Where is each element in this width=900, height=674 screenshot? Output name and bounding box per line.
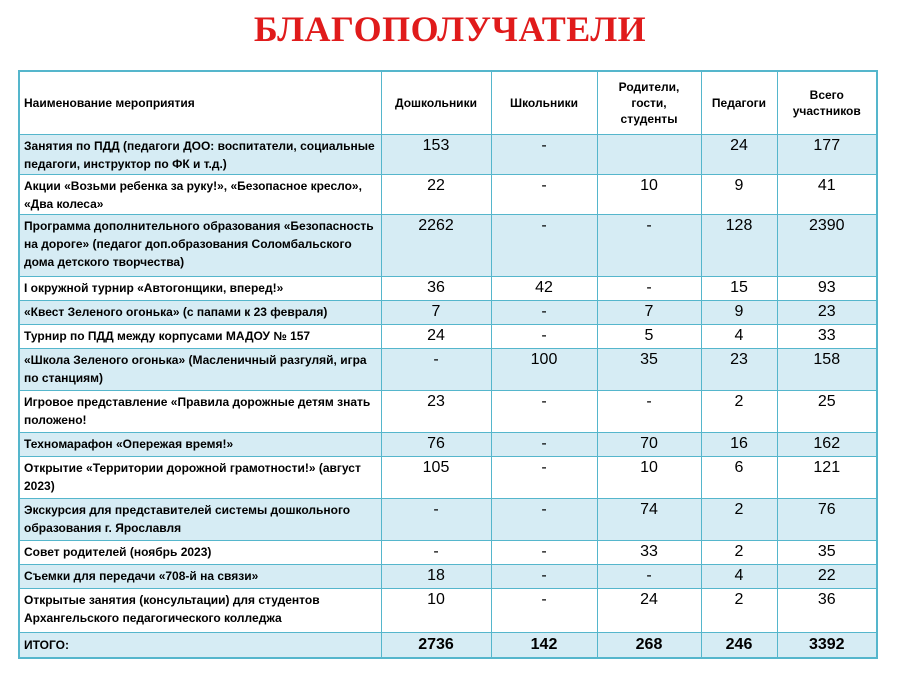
preschool-count: 153: [381, 135, 491, 175]
total-school: 142: [491, 633, 597, 659]
preschool-count: 76: [381, 433, 491, 457]
teachers-count: 23: [701, 349, 777, 391]
preschool-count: 23: [381, 391, 491, 433]
total-count: 23: [777, 301, 877, 325]
table-row: [19, 325, 877, 349]
table-row: [19, 499, 877, 541]
parents-count: 10: [597, 457, 701, 499]
teachers-count: 2: [701, 391, 777, 433]
teachers-count: 24: [701, 135, 777, 175]
school-count: -: [491, 391, 597, 433]
event-name: Игровое представление «Правила дорожные детям знать положено!: [19, 391, 381, 433]
teachers-count: 4: [701, 565, 777, 589]
event-name: I окружной турнир «Автогонщики, вперед!»: [19, 277, 381, 301]
table-row: [19, 391, 877, 433]
event-name: Совет родителей (ноябрь 2023): [19, 541, 381, 565]
teachers-count: 16: [701, 433, 777, 457]
parents-count: 10: [597, 175, 701, 215]
preschool-count: 10: [381, 589, 491, 633]
preschool-count: 36: [381, 277, 491, 301]
parents-count: -: [597, 215, 701, 277]
total-all: 3392: [777, 633, 877, 659]
event-name: Открытие «Территории дорожной грамотности!» (август 2023): [19, 457, 381, 499]
header-parents-line1: Родители,: [618, 80, 680, 94]
header-total-line1: Всего: [809, 88, 844, 102]
total-count: 2390: [777, 215, 877, 277]
event-name: Экскурсия для представителей системы дошкольного образования г. Ярославля: [19, 499, 381, 541]
parents-count: [597, 135, 701, 175]
parents-count: 24: [597, 589, 701, 633]
preschool-count: 105: [381, 457, 491, 499]
total-count: 41: [777, 175, 877, 215]
table-header-row: [19, 71, 877, 135]
table-row: [19, 349, 877, 391]
table-row: [19, 589, 877, 633]
header-event-name: Наименование мероприятия: [19, 71, 381, 135]
school-count: -: [491, 325, 597, 349]
parents-count: 70: [597, 433, 701, 457]
table-row: [19, 565, 877, 589]
table-row: [19, 457, 877, 499]
event-name: «Школа Зеленого огонька» (Масленичный разгуляй, игра по станциям): [19, 349, 381, 391]
teachers-count: 2: [701, 589, 777, 633]
school-count: 42: [491, 277, 597, 301]
preschool-count: 7: [381, 301, 491, 325]
total-teachers: 246: [701, 633, 777, 659]
event-name: Программа дополнительного образования «Безопасность на дороге» (педагог доп.образования Соломбальского дома детского творчества): [19, 215, 381, 277]
page-title: БЛАГОПОЛУЧАТЕЛИ: [253, 9, 647, 49]
header-total: [777, 71, 877, 135]
header-parents-line2: гости,: [631, 96, 667, 110]
preschool-count: 18: [381, 565, 491, 589]
school-count: -: [491, 175, 597, 215]
total-count: 177: [777, 135, 877, 175]
total-count: 35: [777, 541, 877, 565]
preschool-count: -: [381, 541, 491, 565]
preschool-count: 24: [381, 325, 491, 349]
total-parents: 268: [597, 633, 701, 659]
event-name: Съемки для передачи «708-й на связи»: [19, 565, 381, 589]
parents-count: 74: [597, 499, 701, 541]
teachers-count: 6: [701, 457, 777, 499]
school-count: -: [491, 433, 597, 457]
header-parents: [597, 71, 701, 135]
school-count: -: [491, 457, 597, 499]
event-name: Открытые занятия (консультации) для студентов Архангельского педагогического колледжа: [19, 589, 381, 633]
school-count: -: [491, 499, 597, 541]
preschool-count: -: [381, 349, 491, 391]
preschool-count: -: [381, 499, 491, 541]
header-total-line2: участников: [792, 104, 861, 118]
header-parents-line3: студенты: [620, 112, 678, 126]
total-count: 25: [777, 391, 877, 433]
parents-count: 5: [597, 325, 701, 349]
parents-count: -: [597, 565, 701, 589]
total-count: 33: [777, 325, 877, 349]
parents-count: 7: [597, 301, 701, 325]
total-count: 22: [777, 565, 877, 589]
school-count: -: [491, 565, 597, 589]
event-name: Турнир по ПДД между корпусами МАДОУ № 157: [19, 325, 381, 349]
header-school: Школьники: [491, 71, 597, 135]
school-count: -: [491, 135, 597, 175]
table-row: [19, 277, 877, 301]
total-count: 36: [777, 589, 877, 633]
event-name: Акции «Возьми ребенка за руку!», «Безопасное кресло», «Два колеса»: [19, 175, 381, 215]
teachers-count: 9: [701, 175, 777, 215]
beneficiaries-table: [18, 70, 878, 659]
teachers-count: 4: [701, 325, 777, 349]
teachers-count: 2: [701, 499, 777, 541]
table-body: [19, 135, 877, 633]
event-name: «Квест Зеленого огонька» (с папами к 23 февраля): [19, 301, 381, 325]
school-count: -: [491, 541, 597, 565]
event-name: Занятия по ПДД (педагоги ДОО: воспитатели, социальные педагоги, инструктор по ФК и т.д.): [19, 135, 381, 175]
header-teachers: Педагоги: [701, 71, 777, 135]
teachers-count: 9: [701, 301, 777, 325]
teachers-count: 15: [701, 277, 777, 301]
table-total-row: [19, 633, 877, 659]
parents-count: -: [597, 277, 701, 301]
total-preschool: 2736: [381, 633, 491, 659]
school-count: 100: [491, 349, 597, 391]
table-row: [19, 135, 877, 175]
parents-count: 35: [597, 349, 701, 391]
table-row: [19, 541, 877, 565]
event-name: Техномарафон «Опережая время!»: [19, 433, 381, 457]
total-count: 158: [777, 349, 877, 391]
total-label: ИТОГО:: [19, 633, 381, 659]
parents-count: 33: [597, 541, 701, 565]
table-row: [19, 215, 877, 277]
table-row: [19, 301, 877, 325]
teachers-count: 128: [701, 215, 777, 277]
total-count: 93: [777, 277, 877, 301]
preschool-count: 2262: [381, 215, 491, 277]
total-count: 162: [777, 433, 877, 457]
table-row: [19, 433, 877, 457]
header-preschool: Дошкольники: [381, 71, 491, 135]
table-row: [19, 175, 877, 215]
school-count: -: [491, 589, 597, 633]
school-count: -: [491, 215, 597, 277]
total-count: 76: [777, 499, 877, 541]
preschool-count: 22: [381, 175, 491, 215]
total-count: 121: [777, 457, 877, 499]
teachers-count: 2: [701, 541, 777, 565]
parents-count: -: [597, 391, 701, 433]
school-count: -: [491, 301, 597, 325]
